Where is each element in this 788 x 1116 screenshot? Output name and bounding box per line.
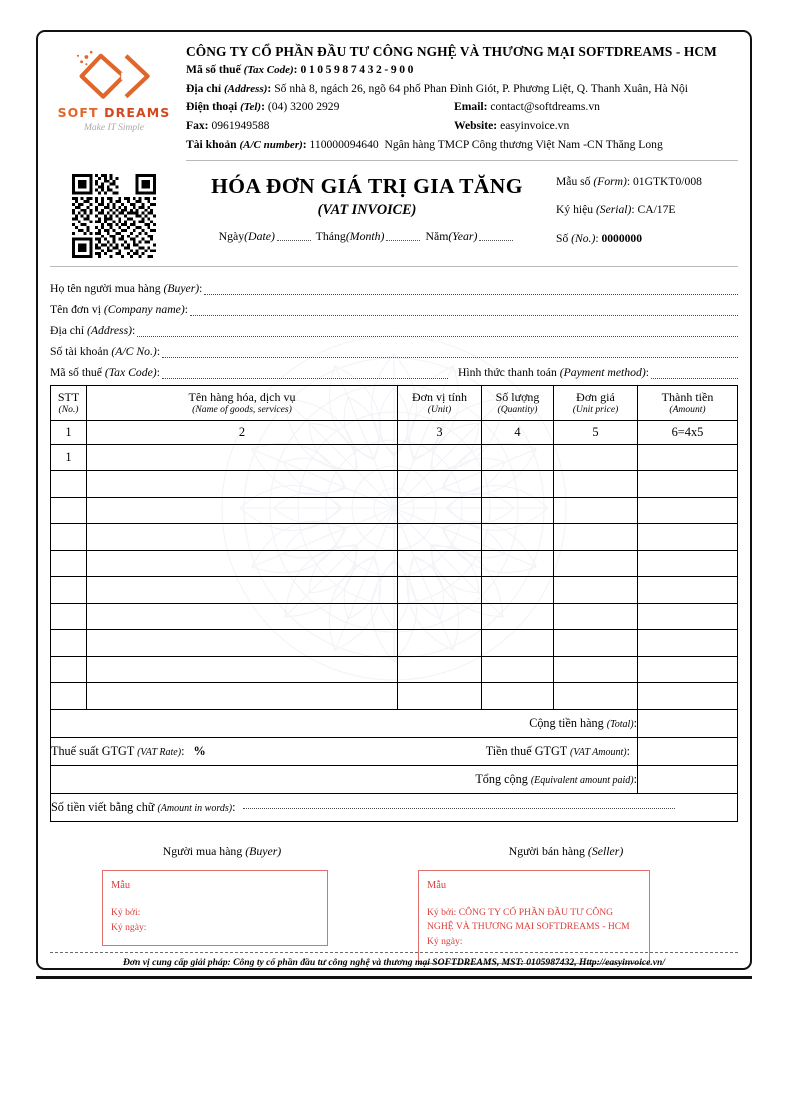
row-goods-cell[interactable] — [87, 444, 398, 471]
seller-sig-vn: Người bán hàng — [508, 843, 585, 858]
tax-code-label-vn: Mã số thuế — [186, 62, 241, 76]
vat-rate-label-vn: Thuế suất GTGT — [51, 743, 135, 758]
total-row — [51, 709, 738, 737]
words-label-vn: Số tiền viết bằng chữ — [51, 799, 155, 814]
table-row[interactable] — [51, 656, 738, 683]
grand-total-row — [51, 765, 738, 793]
form-label-vn: Mẫu số — [556, 174, 591, 188]
softdreams-logo-icon — [66, 46, 162, 104]
seller-sig-en: (Seller) — [587, 843, 624, 858]
buyer-signature-title — [50, 844, 394, 859]
amount-in-words-input[interactable] — [243, 808, 675, 809]
row-unit-cell[interactable] — [398, 656, 482, 683]
date-month-en: (Month) — [345, 228, 385, 243]
tel-label-vn: Điện thoại — [186, 100, 238, 114]
website-value: easyinvoice.vn — [500, 119, 570, 133]
bank-value: Ngân hàng TMCP Công thương Việt Nam -CN Thăng Long — [384, 137, 663, 151]
company-account-line: Tài khoản (A/C number): 110000094640 Ngân hàng TMCP Công thương Việt Nam -CN Thăng Long — [186, 137, 663, 151]
buyer-stamp-mau: Mẫu — [111, 879, 131, 891]
col-header-amount — [638, 385, 738, 420]
email-value: contact@softdreams.vn — [490, 100, 600, 114]
company-name-input[interactable] — [190, 302, 738, 316]
company-address-line: Địa chỉ (Address): Số nhà 8, ngách 26, ngõ 64 phố Phan Đình Giót, P. Phương Liệt, Q. Thanh Xuân, Hà Nội — [186, 81, 688, 95]
col-header-unit-en: (Unit) — [427, 404, 452, 416]
title-divider — [50, 266, 738, 267]
fax-value: 0961949588 — [211, 119, 270, 133]
row-quantity-cell[interactable] — [482, 524, 554, 551]
vat-row-cell: Thuế suất GTGT (VAT Rate): % Tiền thuế GTGT (VAT Amount): — [51, 737, 638, 765]
account-label-vn: Tài khoản — [186, 137, 237, 151]
buyer-sig-vn: Người mua hàng — [162, 843, 243, 858]
page-footer — [50, 952, 738, 968]
row-goods-cell[interactable] — [87, 683, 398, 710]
number-cell-6: 6=4x5 — [638, 420, 738, 444]
date-day-en: (Date) — [244, 228, 275, 243]
row-unit-price-cell[interactable] — [554, 550, 638, 577]
table-row[interactable] — [51, 630, 738, 657]
date-day-blank[interactable] — [277, 240, 311, 241]
address-label-vn: Địa chỉ — [186, 81, 222, 95]
row-amount-cell[interactable] — [638, 550, 738, 577]
row-quantity-cell[interactable] — [482, 603, 554, 630]
vat-amount-label-vn: Tiền thuế GTGT — [485, 743, 567, 758]
number-row: Số (No.): 0000000 — [556, 231, 643, 245]
invoice-meta — [556, 170, 738, 262]
date-year-en: (Year) — [448, 228, 478, 243]
field-buyer-address — [50, 316, 738, 337]
table-row[interactable] — [51, 550, 738, 577]
table-row[interactable] — [51, 444, 738, 471]
row-unit-price-cell[interactable] — [554, 471, 638, 498]
date-year-blank[interactable] — [479, 240, 513, 241]
company-email-line — [454, 98, 738, 117]
row-unit-cell[interactable] — [398, 630, 482, 657]
row-goods-cell[interactable] — [87, 577, 398, 604]
table-row[interactable] — [51, 577, 738, 604]
col-header-amount-en: (Amount) — [669, 404, 706, 416]
row-unit-price-cell[interactable] — [554, 656, 638, 683]
field-taxcode-payment-row — [50, 358, 738, 379]
logo-word-dreams: DREAMS — [104, 105, 171, 120]
buyer-name-input[interactable] — [204, 281, 738, 295]
field-label-en: (Company name) — [103, 302, 185, 316]
company-logo — [50, 42, 178, 133]
col-header-goods-en: (Name of goods, services) — [192, 404, 292, 416]
form-row: Mẫu số (Form): 01GTKT0/008 — [556, 174, 702, 188]
row-amount-cell[interactable] — [638, 497, 738, 524]
vat-amount-label-en: (VAT Amount) — [570, 746, 627, 758]
vat-rate-row — [51, 737, 738, 765]
row-amount-cell[interactable] — [638, 683, 738, 710]
row-amount-cell[interactable] — [638, 444, 738, 471]
invoice-title-group — [178, 170, 556, 262]
tax-code-value: 0105987432-900 — [300, 62, 417, 76]
total-value-cell[interactable] — [638, 709, 738, 737]
row-no-cell[interactable] — [51, 577, 87, 604]
company-header — [50, 42, 738, 161]
row-unit-price-cell[interactable] — [554, 524, 638, 551]
buyer-address-input[interactable] — [137, 323, 738, 337]
company-fax-line — [186, 117, 454, 136]
logo-word-soft: SOFT — [57, 105, 99, 120]
row-quantity-cell[interactable] — [482, 471, 554, 498]
table-row[interactable] — [51, 471, 738, 498]
row-quantity-cell[interactable] — [482, 444, 554, 471]
number-cell-3: 3 — [398, 420, 482, 444]
company-website-line — [454, 117, 738, 136]
number-cell-5: 5 — [554, 420, 638, 444]
grand-total-label-vn: Tổng cộng — [475, 771, 528, 786]
row-quantity-cell[interactable] — [482, 630, 554, 657]
row-quantity-cell[interactable] — [482, 577, 554, 604]
company-info — [178, 42, 738, 161]
logo-wordmark — [50, 107, 178, 120]
field-label: Tên đơn vị (Company name): — [50, 302, 188, 316]
seller-signed-date: Ký ngày: — [427, 935, 463, 947]
row-no-cell[interactable] — [51, 656, 87, 683]
qr-code-cell — [50, 170, 178, 262]
seller-signature-title — [394, 844, 738, 859]
row-quantity-cell[interactable] — [482, 656, 554, 683]
field-label-vn: Họ tên người mua hàng — [50, 281, 161, 295]
total-label-en: (Total) — [606, 718, 634, 730]
words-label-en: (Amount in words) — [157, 802, 233, 814]
row-no-cell[interactable] — [51, 471, 87, 498]
tax-code-label-en: (Tax Code) — [243, 63, 294, 76]
serial-label-vn: Ký hiệu — [556, 203, 594, 217]
field-label: Số tài khoản (A/C No.): — [50, 344, 161, 358]
row-goods-cell[interactable] — [87, 524, 398, 551]
website-label: Website: — [454, 119, 498, 133]
field-label-en: (A/C No.) — [111, 344, 157, 358]
row-goods-cell[interactable] — [87, 497, 398, 524]
row-unit-cell[interactable] — [398, 577, 482, 604]
row-quantity-cell[interactable] — [482, 550, 554, 577]
tel-value: (04) 3200 2929 — [267, 100, 340, 114]
row-unit-price-cell[interactable] — [554, 683, 638, 710]
row-unit-cell[interactable] — [398, 471, 482, 498]
col-header-unit-vn: Đơn vị tính — [411, 390, 467, 405]
row-unit-price-cell[interactable] — [554, 603, 638, 630]
date-month-blank[interactable] — [386, 240, 420, 241]
seller-signature-column — [394, 844, 738, 964]
seller-signature-box — [418, 870, 650, 964]
col-header-unit-price-en: (Unit price) — [572, 404, 619, 416]
table-header-row — [51, 385, 738, 420]
account-no-input[interactable] — [162, 344, 738, 358]
field-company-name — [50, 295, 738, 316]
company-name: CÔNG TY CỔ PHẦN ĐẦU TƯ CÔNG NGHỆ VÀ THƯƠNG MẠI SOFTDREAMS - HCM — [186, 44, 717, 59]
row-goods-cell[interactable] — [87, 471, 398, 498]
payment-method-label-en: (Payment method) — [559, 365, 646, 379]
buyer-signature-column — [50, 844, 394, 964]
field-buyer-name — [50, 274, 738, 295]
row-amount-cell[interactable] — [638, 577, 738, 604]
row-amount-cell[interactable] — [638, 656, 738, 683]
row-no-cell: 1 — [51, 444, 87, 471]
form-label-en: (Form) — [593, 174, 627, 188]
amount-in-words-cell: Số tiền viết bằng chữ (Amount in words): — [51, 793, 738, 821]
row-unit-cell[interactable] — [398, 444, 482, 471]
vat-rate-label-en: (VAT Rate) — [137, 746, 182, 758]
no-value: 0000000 — [601, 231, 643, 245]
col-header-unit-price-vn: Đơn giá — [576, 390, 615, 405]
row-goods-cell[interactable] — [87, 603, 398, 630]
col-header-quantity-vn: Số lượng — [495, 390, 540, 405]
date-day-vn: Ngày — [218, 228, 245, 243]
footer-divider — [50, 952, 738, 953]
col-header-quantity — [482, 385, 554, 420]
payment-method-input[interactable] — [651, 365, 738, 379]
row-goods-cell[interactable] — [87, 630, 398, 657]
qr-code-icon — [72, 174, 156, 258]
serial-label-en: (Serial) — [595, 203, 632, 217]
grand-total-label-cell: Tổng cộng (Equivalent amount paid): — [51, 765, 638, 793]
row-unit-price-cell[interactable] — [554, 630, 638, 657]
field-label-en: (Address) — [87, 323, 133, 337]
buyer-signature-box — [102, 870, 328, 946]
field-label: Mã số thuế (Tax Code): — [50, 365, 160, 379]
col-header-goods — [87, 385, 398, 420]
field-label: Họ tên người mua hàng (Buyer): — [50, 281, 203, 295]
buyer-taxcode-label-en: (Tax Code) — [104, 365, 157, 379]
account-label-en: (A/C number) — [239, 138, 303, 151]
field-label: Địa chỉ (Address): — [50, 323, 136, 337]
col-header-quantity-en: (Quantity) — [497, 404, 538, 416]
col-header-no-en: (No.) — [58, 404, 79, 416]
buyer-fields — [50, 274, 738, 379]
row-unit-cell[interactable] — [398, 524, 482, 551]
buyer-taxcode-input[interactable] — [162, 365, 448, 379]
row-unit-price-cell[interactable] — [554, 444, 638, 471]
invoice-items-table — [50, 385, 738, 822]
number-cell-2: 2 — [87, 420, 398, 444]
row-no-cell[interactable] — [51, 683, 87, 710]
buyer-taxcode-label-vn: Mã số thuế — [50, 365, 102, 379]
no-label-vn: Số — [556, 231, 569, 245]
date-year-vn: Năm — [425, 228, 449, 243]
row-no-cell[interactable] — [51, 603, 87, 630]
row-unit-cell[interactable] — [398, 603, 482, 630]
no-label-en: (No.) — [571, 231, 596, 245]
row-amount-cell[interactable] — [638, 471, 738, 498]
seller-stamp-mau: Mẫu — [427, 879, 447, 891]
buyer-signed-date: Ký ngày: — [111, 921, 147, 933]
row-quantity-cell[interactable] — [482, 497, 554, 524]
row-no-cell[interactable] — [51, 630, 87, 657]
field-label-en: (Buyer) — [163, 281, 200, 295]
row-no-cell[interactable] — [51, 550, 87, 577]
serial-value: CA/17E — [637, 203, 676, 217]
row-no-cell[interactable] — [51, 524, 87, 551]
total-label-cell: Cộng tiền hàng (Total): — [51, 709, 638, 737]
table-row[interactable] — [51, 524, 738, 551]
field-label-vn: Tên đơn vị — [50, 302, 101, 316]
invoice-date-line — [178, 229, 556, 244]
vat-rate-value[interactable]: % — [193, 743, 206, 758]
title-block — [50, 170, 738, 262]
row-amount-cell[interactable] — [638, 524, 738, 551]
vat-amount-value-cell[interactable] — [638, 737, 738, 765]
col-header-amount-vn: Thành tiền — [661, 390, 714, 405]
table-row[interactable] — [51, 497, 738, 524]
email-label: Email: — [454, 100, 488, 114]
row-no-cell[interactable] — [51, 497, 87, 524]
table-number-row — [51, 420, 738, 444]
buyer-signed-by: Ký bởi: — [111, 906, 141, 918]
fax-label: Fax: — [186, 119, 209, 133]
col-header-unit — [398, 385, 482, 420]
serial-row: Ký hiệu (Serial): CA/17E — [556, 203, 676, 217]
row-unit-price-cell[interactable] — [554, 497, 638, 524]
table-row[interactable] — [51, 683, 738, 710]
address-label-en: (Address) — [224, 82, 268, 95]
col-header-no — [51, 385, 87, 420]
row-goods-cell[interactable] — [87, 550, 398, 577]
number-cell-1: 1 — [51, 420, 87, 444]
field-label: Hình thức thanh toán (Payment method): — [457, 365, 649, 379]
field-label-vn: Địa chỉ — [50, 323, 85, 337]
logo-tagline: Make IT Simple — [84, 122, 144, 133]
footer-bottom-bar — [36, 976, 752, 979]
amount-in-words-row — [51, 793, 738, 821]
seller-signed-by: Ký bởi: CÔNG TY CỔ PHẦN ĐẦU TƯ CÔNG NGHỆ VÀ THƯƠNG MẠI SOFTDREAMS - HCM — [427, 906, 630, 932]
row-unit-cell[interactable] — [398, 550, 482, 577]
field-account-no — [50, 337, 738, 358]
row-quantity-cell[interactable] — [482, 683, 554, 710]
col-header-no-vn: STT — [57, 390, 80, 405]
invoice-title: HÓA ĐƠN GIÁ TRỊ GIA TĂNG — [211, 173, 523, 198]
company-tax-code-line: Mã số thuế (Tax Code): 0105987432-900 — [186, 62, 417, 76]
grand-total-label-en: (Equivalent amount paid) — [530, 774, 634, 786]
number-cell-4: 4 — [482, 420, 554, 444]
company-tel-line: Điện thoại (Tel): (04) 3200 2929 — [186, 100, 340, 114]
footer-text: Đơn vị cung cấp giải pháp: Công ty cổ phần đầu tư công nghệ và thương mại SOFTDREAMS, MST: 0105987432, Http://easyinvoice.vn/ — [122, 957, 666, 968]
header-divider — [186, 160, 738, 161]
row-goods-cell[interactable] — [87, 656, 398, 683]
col-header-unit-price — [554, 385, 638, 420]
form-value: 01GTKT0/008 — [633, 174, 702, 188]
invoice-title-en: (VAT INVOICE) — [317, 201, 417, 218]
row-unit-cell[interactable] — [398, 683, 482, 710]
address-value: Số nhà 8, ngách 26, ngõ 64 phố Phan Đình Giót, P. Phương Liệt, Q. Thanh Xuân, Hà Nội — [274, 81, 688, 95]
grand-total-value-cell[interactable] — [638, 765, 738, 793]
account-value: 110000094640 — [309, 137, 379, 151]
row-amount-cell[interactable] — [638, 603, 738, 630]
buyer-sig-en: (Buyer) — [245, 843, 282, 858]
tel-label-en: (Tel) — [240, 101, 262, 114]
row-amount-cell[interactable] — [638, 630, 738, 657]
payment-method-label-vn: Hình thức thanh toán — [457, 365, 557, 379]
date-month-vn: Tháng — [315, 228, 346, 243]
total-label-vn: Cộng tiền hàng — [529, 715, 604, 730]
field-label-vn: Số tài khoản — [50, 344, 109, 358]
row-unit-price-cell[interactable] — [554, 577, 638, 604]
col-header-goods-vn: Tên hàng hóa, dịch vụ — [188, 390, 296, 405]
row-unit-cell[interactable] — [398, 497, 482, 524]
table-row[interactable] — [51, 603, 738, 630]
signature-section — [50, 844, 738, 964]
